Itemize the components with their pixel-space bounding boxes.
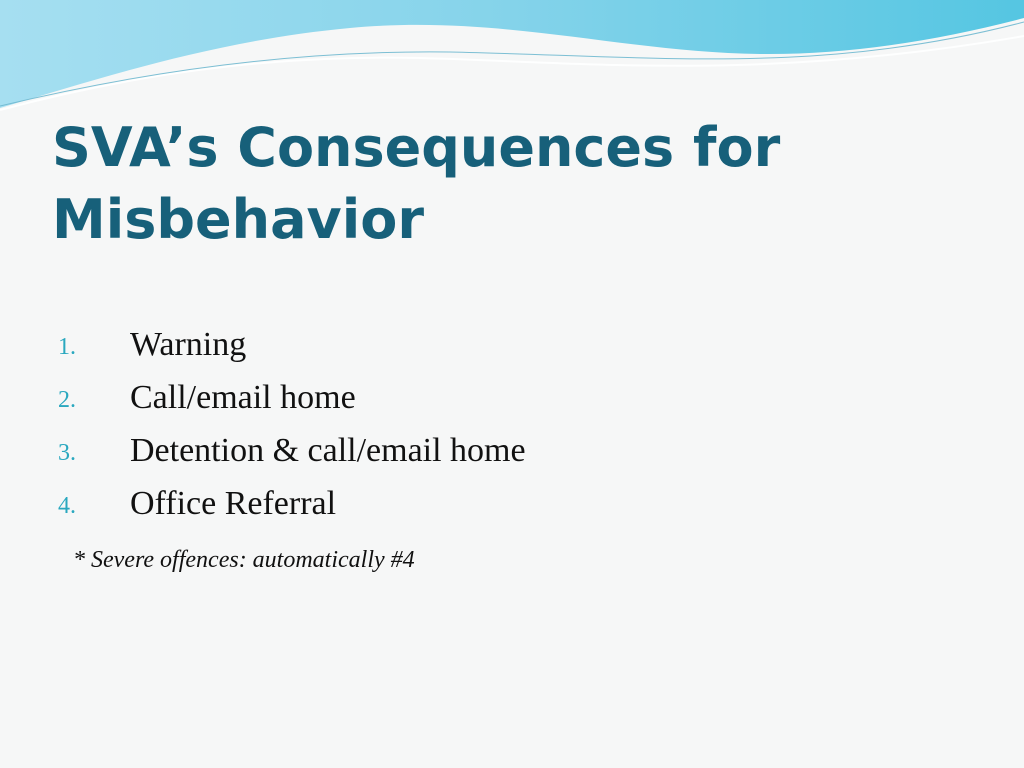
- list-item-label: Office Referral: [130, 485, 337, 522]
- decorative-wave-header: [0, 0, 1024, 120]
- list-item-number: 3.: [58, 440, 76, 466]
- list-item-label: Detention & call/email home: [130, 432, 526, 469]
- list-item-label: Call/email home: [130, 379, 356, 416]
- title-line-1: SVA’s Consequences for: [52, 116, 781, 179]
- title-line-2: Misbehavior: [52, 188, 424, 251]
- list-item-number: 2.: [58, 387, 76, 413]
- severe-offences-note: * Severe offences: automatically #4: [73, 547, 415, 573]
- list-item-label: Warning: [130, 326, 247, 363]
- list-item-number: 1.: [58, 334, 76, 360]
- slide-title: [52, 112, 972, 256]
- list-item-number: 4.: [58, 493, 76, 519]
